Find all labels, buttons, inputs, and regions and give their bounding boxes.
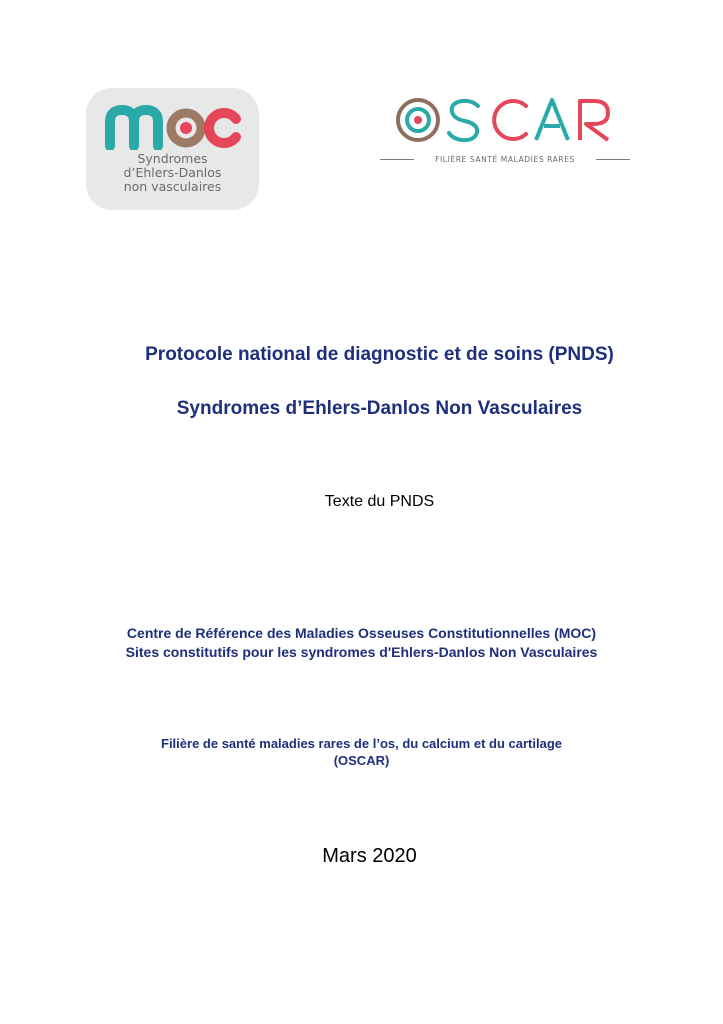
moc-logo-line: non vasculaires <box>123 179 222 194</box>
health-network <box>0 735 723 769</box>
moc-logo <box>86 88 259 210</box>
moc-logo-line: Syndromes <box>137 151 208 166</box>
health-network-line: Filière de santé maladies rares de l’os, du calcium et du cartilage <box>161 736 562 751</box>
document-type: Texte du PNDS <box>324 493 435 510</box>
reference-centre-line: Centre de Référence des Maladies Osseuses Constitutionnelles (MOC) <box>126 625 597 641</box>
divider <box>380 159 414 160</box>
moc-logo-text <box>86 152 259 194</box>
moc-logo-line: d’Ehlers-Danlos <box>123 165 222 180</box>
health-network-line: (OSCAR) <box>333 753 390 768</box>
divider <box>596 159 630 160</box>
oscar-tagline-row <box>380 153 630 167</box>
document-subtitle: Syndromes d’Ehlers-Danlos Non Vasculaires <box>176 398 583 419</box>
oscar-logo-mark <box>394 92 616 148</box>
publication-date: Mars 2020 <box>322 845 417 867</box>
moc-logo-mark <box>104 100 244 150</box>
reference-centre <box>0 624 723 662</box>
oscar-tagline: FILIÈRE SANTÉ MALADIES RARES <box>435 155 575 164</box>
reference-centre-line: Sites constitutifs pour les syndromes d'Ehlers-Danlos Non Vasculaires <box>125 644 598 660</box>
oscar-logo <box>380 92 630 172</box>
document-title: Protocole national de diagnostic et de soins (PNDS) <box>145 344 614 365</box>
